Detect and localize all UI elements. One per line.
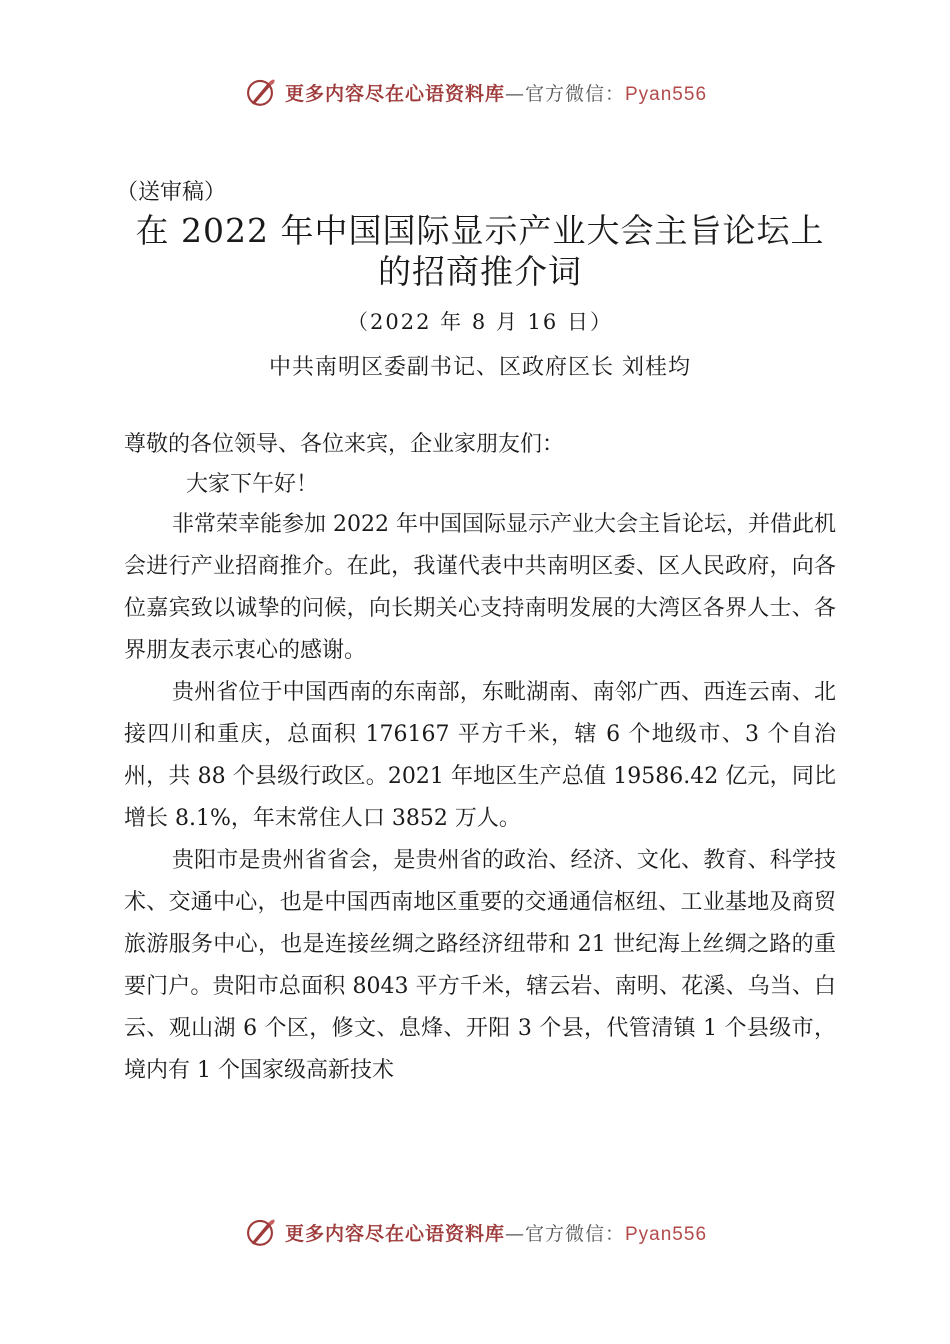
watermark-sub-text: 官方微信： <box>524 82 625 105</box>
watermark-wechat-id: Pyan556 <box>625 1223 708 1245</box>
quill-pen-logo-icon <box>243 75 277 109</box>
title-line-2: 的招商推介词 <box>378 252 582 291</box>
document-body <box>116 176 836 1092</box>
title-line-1: 在 2022 年中国国际显示产业大会主旨论坛上 <box>135 211 825 250</box>
paragraph-guizhou: 贵州省位于中国西南的东南部，东毗湖南、南邻广西、西连云南、北接四川和重庆，总面积 176167 平方千米，辖 6 个地级市、3 个自治州，共 88 个县级行政区。2021 年地区生产总值 19586.42 亿元，同比增长 8.1%，年末常住人口 3852 万人。 <box>124 680 836 831</box>
watermark-separator: — <box>504 1222 525 1245</box>
draft-status-tag: （送审稿） <box>116 180 227 205</box>
watermark-text <box>285 1219 707 1246</box>
paragraph-intro: 非常荣幸能参加 2022 年中国国际显示产业大会主旨论坛，并借此机会进行产业招商推介。在此，我谨代表中共南明区委、区人民政府，向各位嘉宾致以诚挚的问候，向长期关心支持南明发展的大湾区各界人士、各界朋友表示衷心的感谢。 <box>124 512 836 663</box>
quill-pen-logo-icon <box>243 1215 277 1249</box>
greeting: 大家下午好！ <box>186 472 319 497</box>
watermark-text <box>285 79 707 106</box>
watermark-main-text: 更多内容尽在心语资料库 <box>284 1222 505 1245</box>
paragraph-guiyang: 贵阳市是贵州省省会，是贵州省的政治、经济、文化、教育、科学技术、交通中心，也是中国西南地区重要的交通通信枢纽、工业基地及商贸旅游服务中心，也是连接丝绸之路经济纽带和 21 世纪海上丝绸之路的重要门户。贵阳市总面积 8043 平方千米，辖云岩、南明、花溪、乌当、白云、观山湖 6 个区，修文、息烽、开阳 3 个县，代管清镇 1 个县级市，境内有 1 个国家级高新技术 <box>124 848 836 1083</box>
watermark-wechat-id: Pyan556 <box>625 83 708 105</box>
watermark-main-text: 更多内容尽在心语资料库 <box>284 82 505 105</box>
salutation: 尊敬的各位领导、各位来宾，企业家朋友们： <box>124 432 565 457</box>
header-watermark <box>0 72 950 112</box>
speech-date: （2022 年 8 月 16 日） <box>347 310 613 334</box>
document-title <box>124 210 836 292</box>
watermark-separator: — <box>504 82 525 105</box>
speaker-byline: 中共南明区委副书记、区政府区长 刘桂均 <box>269 355 691 380</box>
footer-watermark <box>0 1212 950 1252</box>
watermark-sub-text: 官方微信： <box>524 1222 625 1245</box>
